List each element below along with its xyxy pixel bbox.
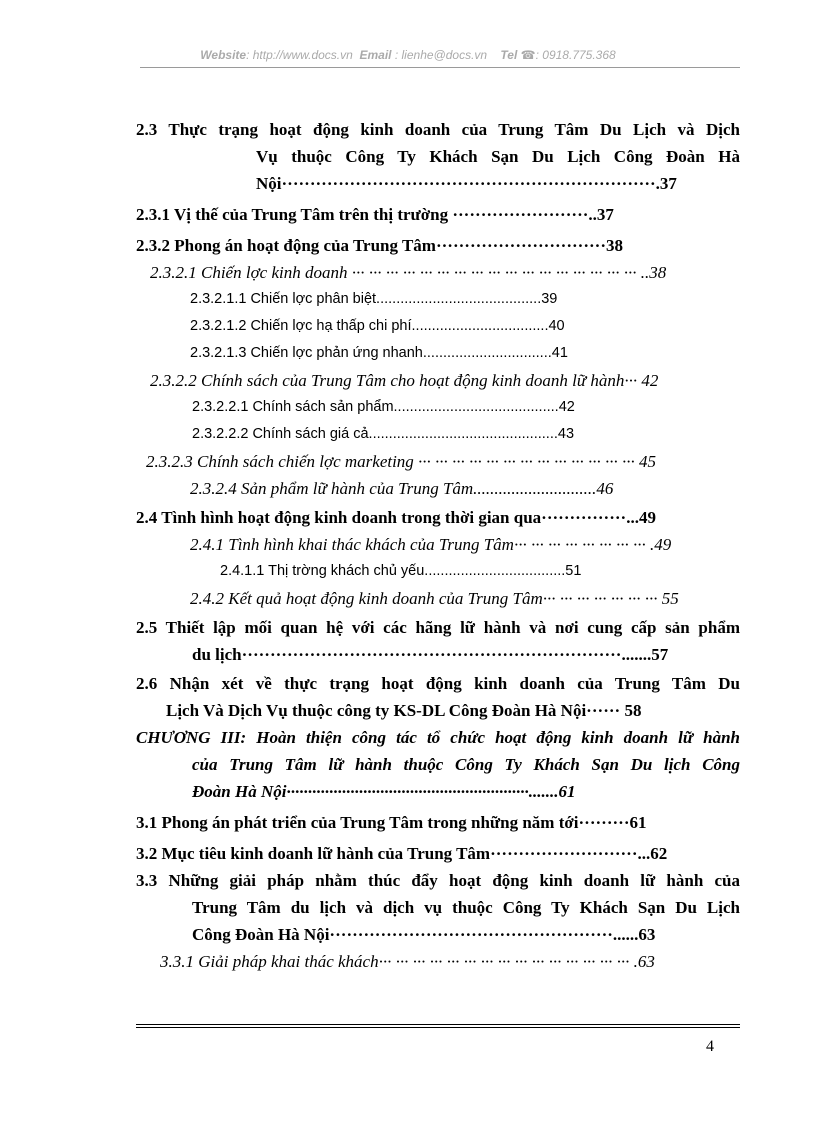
toc-entry-2-3-cont2: Nội··································································.37 [256,174,677,193]
toc-entry-3-3-cont2: Công Đoàn Hà Nội··················································......63 [192,925,656,944]
toc-entry-2-5-cont: du lịch···································································.......57 [192,645,669,664]
toc-entry-3-1: 3.1 Phong án phát triển của Trung Tâm trong những năm tới·········61 [136,813,647,832]
tel-value: ☎: 0918.775.368 [520,48,616,62]
toc-entry-2-3: 2.3 Thực trạng hoạt động kinh doanh của Trung Tâm Du Lịch và Dịch [136,120,740,139]
table-of-contents [136,116,740,975]
toc-entry-2-3-2-2-2: 2.3.2.2.2 Chính sách giá cả...............................................43 [192,426,575,442]
toc-entry-2-3-cont1: Vụ thuộc Công Ty Khách Sạn Du Lịch Công Đoàn Hà [256,147,740,166]
toc-entry-2-3-2-1: 2.3.2.1 Chiến lợc kinh doanh ··· ··· ··· ··· ··· ··· ··· ··· ··· ··· ··· ··· ··· ··· ··· ··· ··· ..38 [150,263,667,282]
toc-entry-3-3-cont1: Trung Tâm du lịch và dịch vụ thuộc Công Ty Khách Sạn Du Lịch [192,898,740,917]
website-label: Website [200,48,247,62]
toc-entry-2-3-2-4: 2.3.2.4 Sản phẩm lữ hành của Trung Tâm.............................46 [190,479,614,498]
toc-entry-2-3-2-1-3: 2.3.2.1.3 Chiến lợc phản ứng nhanh................................41 [190,345,568,361]
toc-entry-2-4-2: 2.4.2 Kết quả hoạt động kinh doanh của Trung Tâm··· ··· ··· ··· ··· ··· ··· 55 [190,589,679,608]
toc-entry-2-3-2-2: 2.3.2.2 Chính sách của Trung Tâm cho hoạt động kinh doanh lữ hành··· 42 [150,371,659,390]
footer-divider [136,1024,740,1025]
toc-entry-chapter-3-cont2: Đoàn Hà Nội·························································.......61 [192,782,576,801]
toc-entry-3-2: 3.2 Mục tiêu kinh doanh lữ hành của Trung Tâm··························...62 [136,844,668,863]
page-number: 4 [706,1038,714,1055]
tel-label: Tel [500,48,518,62]
toc-entry-2-5: 2.5 Thiết lập mối quan hệ với các hãng lữ hành và nơi cung cấp sản phẩm [136,618,740,637]
toc-entry-2-3-1: 2.3.1 Vị thế của Trung Tâm trên thị trường ························..37 [136,205,614,224]
toc-entry-3-3: 3.3 Những giải pháp nhằm thúc đẩy hoạt động kinh doanh lữ hành của [136,871,740,890]
toc-entry-2-3-2: 2.3.2 Phong án hoạt động của Trung Tâm······························38 [136,236,624,255]
toc-entry-2-4-1: 2.4.1 Tình hình khai thác khách của Trung Tâm··· ··· ··· ··· ··· ··· ··· ··· .49 [190,535,672,554]
toc-entry-2-4: 2.4 Tình hình hoạt động kinh doanh trong thời gian qua···············...49 [136,508,656,527]
toc-entry-2-6-cont: Lịch Và Dịch Vụ thuộc công ty KS-DL Công Đoàn Hà Nội······ 58 [166,701,642,720]
page-header [0,48,816,62]
toc-entry-2-3-2-3: 2.3.2.3 Chính sách chiến lợc marketing ··· ··· ··· ··· ··· ··· ··· ··· ··· ··· ··· ··· ··· 45 [146,452,657,471]
toc-entry-2-3-2-1-1: 2.3.2.1.1 Chiến lợc phân biệt.........................................39 [190,291,558,307]
toc-entry-2-3-2-2-1: 2.3.2.2.1 Chính sách sản phẩm.........................................42 [192,399,575,415]
toc-entry-2-3-2-1-2: 2.3.2.1.2 Chiến lợc hạ thấp chi phí..................................40 [190,318,565,334]
toc-entry-chapter-3: CHƯƠNG III: Hoàn thiện công tác tổ chức hoạt động kinh doanh lữ hành [136,728,740,747]
footer-divider-double [136,1027,740,1028]
website-value: : http://www.docs.vn [246,48,353,62]
toc-entry-chapter-3-cont1: của Trung Tâm lữ hành thuộc Công Ty Khách Sạn Du lịch Công [192,755,740,774]
header-divider [140,67,740,68]
email-value: : lienhe@docs.vn [394,48,488,62]
email-label: Email [359,48,392,62]
toc-entry-2-4-1-1: 2.4.1.1 Thị trờng khách chủ yếu...................................51 [220,563,582,579]
toc-entry-3-3-1: 3.3.1 Giải pháp khai thác khách··· ··· ··· ··· ··· ··· ··· ··· ··· ··· ··· ··· ··· ··· ··· .63 [160,952,655,971]
toc-entry-2-6: 2.6 Nhận xét về thực trạng hoạt động kinh doanh của Trung Tâm Du [136,674,740,693]
